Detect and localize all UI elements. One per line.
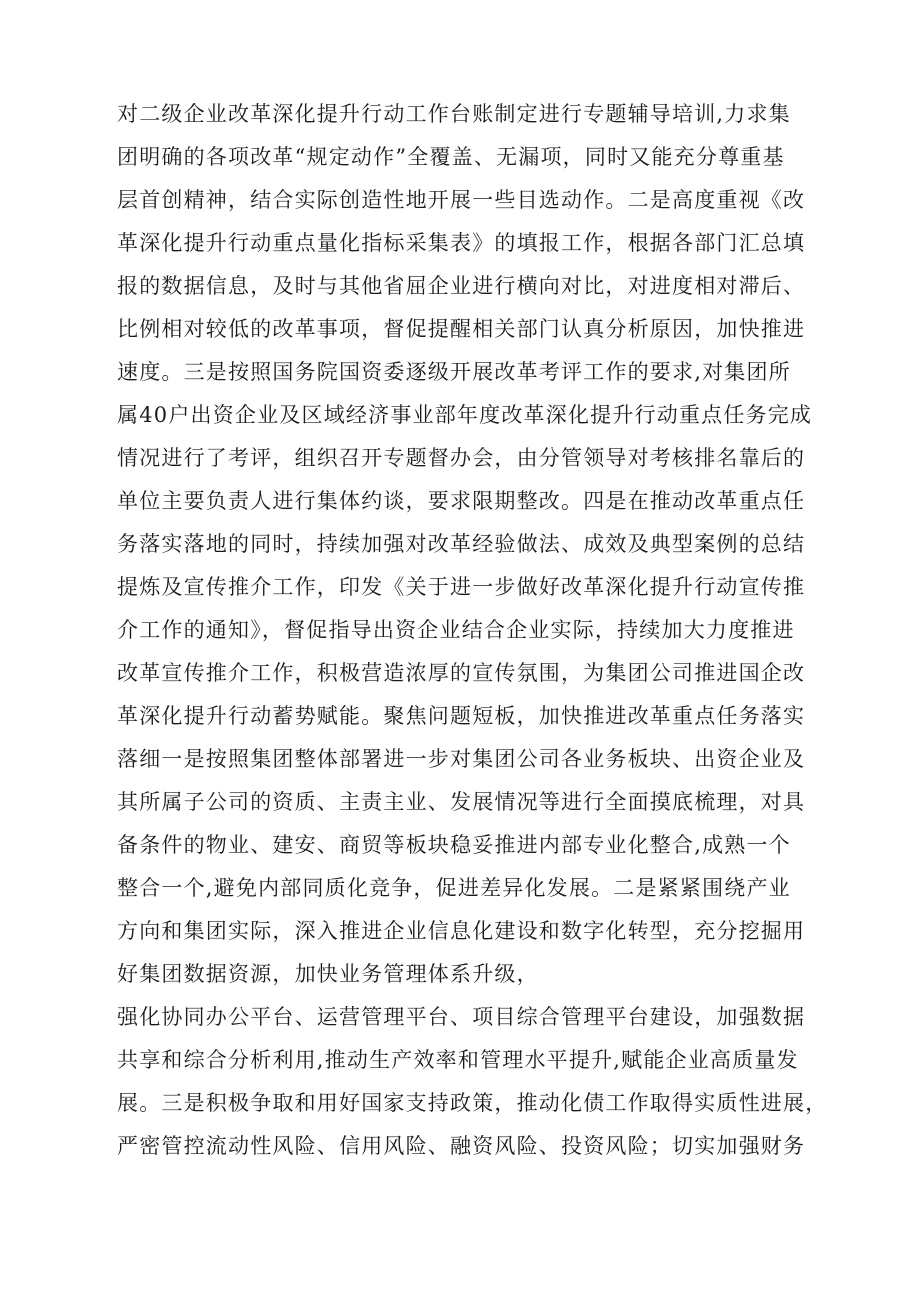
text-line: 情况进行了考评，组织召开专题督办会，由分管领导对考核排名靠后的: [117, 446, 806, 470]
text-line: 革深化提升行动重点量化指标采集表》的填报工作，根据各部门汇总填: [117, 231, 806, 255]
text-line: 其所属子公司的资质、主责主业、发展情况等进行全面摸底梳理，对具: [117, 790, 806, 814]
text-line: 单位主要负责人进行集体约谈，要求限期整改。四是在推动改革重点任: [117, 489, 806, 513]
text-line: 共享和综合分析利用,推动生产效率和管理水平提升,赋能企业高质量发: [117, 1048, 799, 1072]
text-line: 方向和集团实际，深入推进企业信息化建设和数字化转型，充分挖掘用: [117, 919, 806, 943]
text-line: 比例相对较低的改革事项，督促提醒相关部门认真分析原因，加快推进: [117, 317, 806, 341]
text-line: 整合一个,避免内部同质化竞争，促进差异化发展。二是紧紧围绕产业: [117, 876, 791, 900]
text-line: 展。三是积极争取和用好国家支持政策，推动化债工作取得实质性进展，: [117, 1091, 828, 1115]
text-line: 报的数据信息，及时与其他省屈企业进行横向对比，对进度相对滞后、: [117, 274, 806, 298]
text-line: 属40户出资企业及区域经济事业部年度改革深化提升行动重点任务完成: [117, 403, 813, 427]
text-line: 落细一是按照集团整体部署进一步对集团公司各业务板块、出资企业及: [117, 747, 806, 771]
text-line: 严密管控流动性风险、信用风险、融资风险、投资风险；切实加强财务: [117, 1134, 806, 1158]
text-line: 革深化提升行动蓄势赋能。聚焦问题短板，加快推进改革重点任务落实: [117, 704, 806, 728]
text-line: 强化协同办公平台、运营管理平台、项目综合管理平台建设，加强数据: [117, 1005, 806, 1029]
text-line: 对二级企业改革深化提升行动工作台账制定进行专题辅导培训,力求集: [117, 102, 791, 126]
text-line: 提炼及宣传推介工作，印发《关于进一步做好改革深化提升行动宣传推: [117, 575, 806, 599]
text-line: 团明确的各项改革“规定动作”全覆盖、无漏项，同时又能充分尊重基: [117, 145, 785, 169]
text-line: 改革宣传推介工作，积极营造浓厚的宣传氛围，为集团公司推进国企改: [117, 661, 806, 685]
text-line: 层首创精神，结合实际创造性地开展一些目选动作。二是高度重视《改: [117, 188, 806, 212]
text-line: 务落实落地的同时，持续加强对改革经验做法、成效及典型案例的总结: [117, 532, 806, 556]
text-line: 介工作的通知》，督促指导出资企业结合企业实际，持续加大力度推进: [117, 618, 795, 642]
text-line: 速度。三是按照国务院国资委逐级开展改革考评工作的要求,对集团所: [117, 360, 791, 384]
text-line: 好集团数据资源，加快业务管理体系升级，: [117, 962, 539, 986]
text-line: 备条件的物业、建安、商贸等板块稳妥推进内部专业化整合,成熟一个: [117, 833, 791, 857]
